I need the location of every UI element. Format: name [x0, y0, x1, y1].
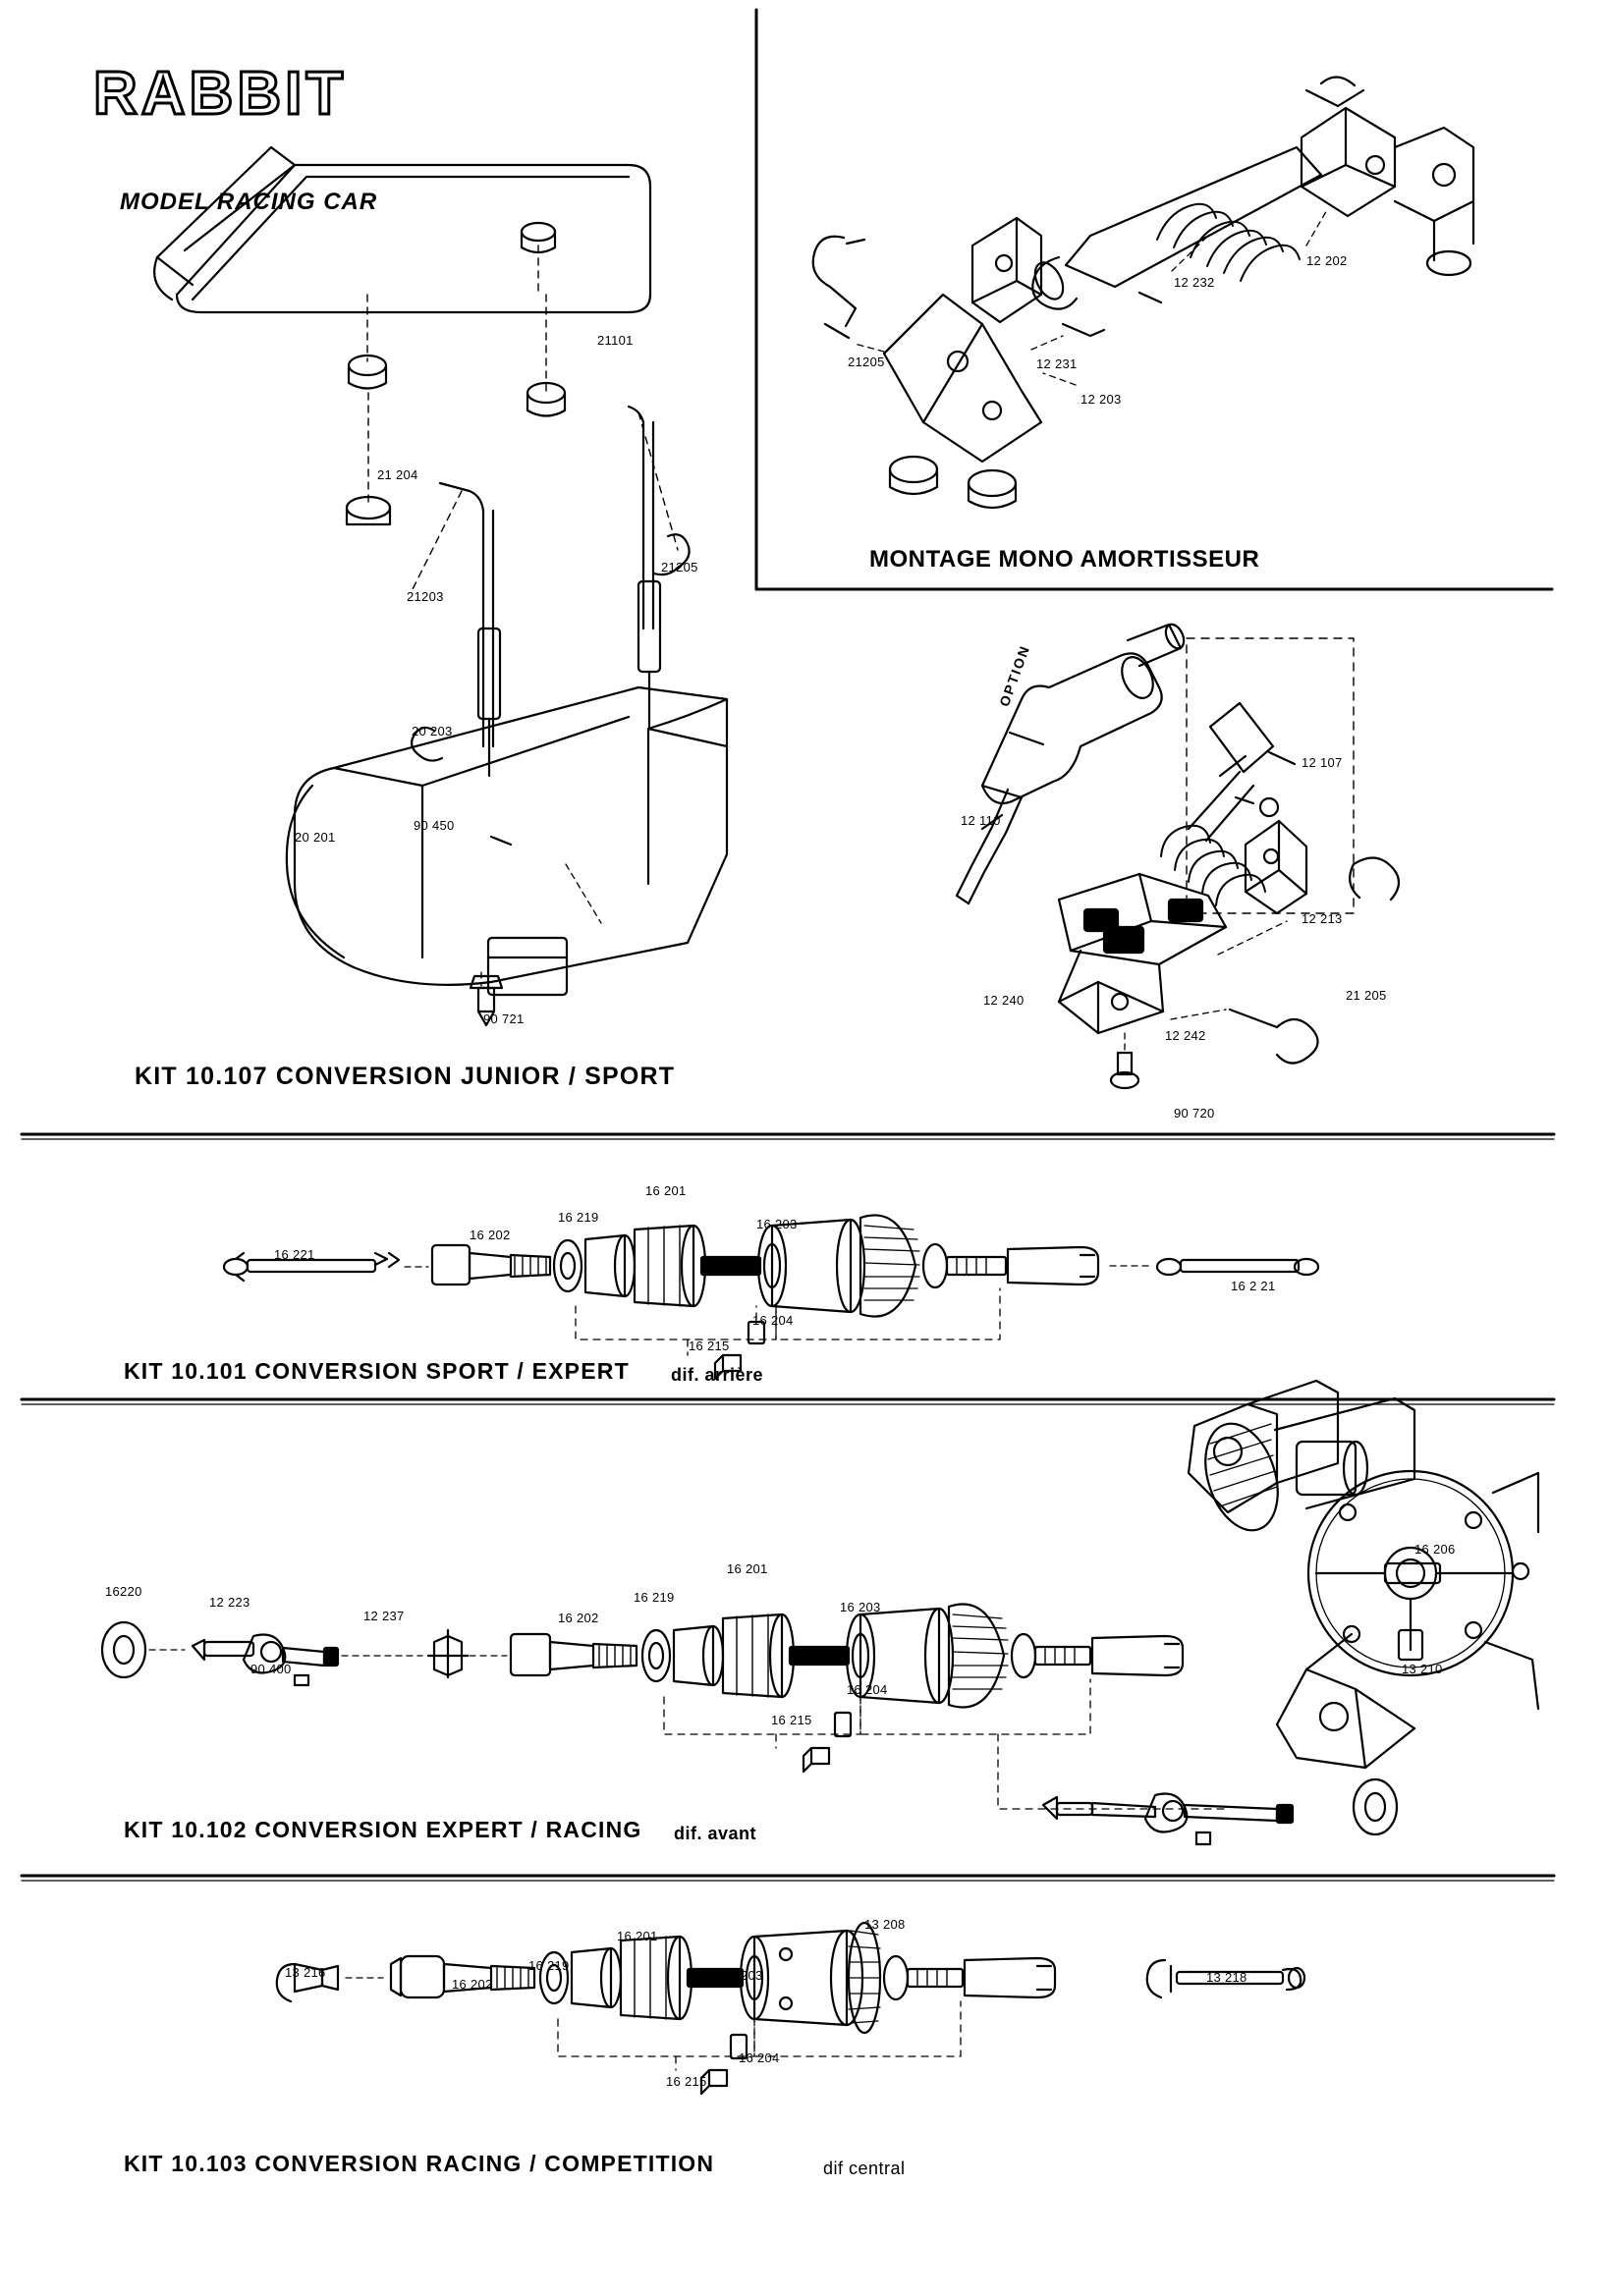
part-number-label: 16 219: [634, 1590, 675, 1605]
part-number-label: 16 202: [452, 1977, 493, 1992]
part-number-label: 90 720: [1174, 1106, 1215, 1121]
part-number-label: 12 232: [1174, 275, 1215, 290]
part-number-label: 16 201: [727, 1561, 768, 1576]
section-title-junior-sport: KIT 10.107 CONVERSION JUNIOR / SPORT: [135, 1063, 676, 1090]
part-number-label: 16 202: [558, 1611, 599, 1625]
part-number-label: 12 203: [1081, 392, 1122, 407]
part-number-label: 21203: [407, 589, 444, 604]
part-number-label: 12 240: [983, 993, 1025, 1008]
brand-logo: [93, 59, 347, 129]
part-number-label: 12 110: [961, 813, 1001, 828]
part-number-label: 90 721: [483, 1011, 525, 1026]
part-number-label: 90 450: [414, 818, 455, 833]
section-title-sport-expert: KIT 10.101 CONVERSION SPORT / EXPERT: [124, 1358, 630, 1384]
part-number-label: 21205: [848, 355, 885, 369]
part-number-label: 16 215: [771, 1713, 812, 1727]
part-number-label: 12 237: [363, 1609, 405, 1623]
section-title-expert-racing: KIT 10.102 CONVERSION EXPERT / RACING: [124, 1817, 642, 1842]
part-number-label: 21205: [661, 560, 698, 574]
part-number-label: 16 2 21: [1231, 1279, 1276, 1293]
part-number-label: 21 204: [377, 467, 418, 482]
part-number-label: 16 215: [666, 2074, 707, 2089]
part-number-label: 13 218: [1206, 1970, 1247, 1985]
part-number-label: 12 231: [1036, 356, 1078, 371]
part-number-label: 16 215: [689, 1339, 730, 1353]
part-number-label: 12 223: [209, 1595, 250, 1610]
section-subtitle-dif-avant: dif. avant: [674, 1824, 757, 1843]
part-number-label: 16 201: [645, 1183, 687, 1198]
part-number-label: 12 213: [1302, 911, 1343, 926]
part-number-label: 16 203: [722, 1968, 763, 1983]
part-number-label: 12 242: [1165, 1028, 1206, 1043]
part-number-label: 16 219: [558, 1210, 599, 1225]
part-number-label: 13 216: [285, 1965, 326, 1980]
part-number-label: 16 202: [470, 1228, 511, 1242]
brand-tagline: MODEL RACING CAR: [120, 189, 378, 215]
section-title-racing-competition: KIT 10.103 CONVERSION RACING / COMPETITION: [124, 2151, 715, 2176]
part-number-label: 16 203: [756, 1217, 798, 1231]
part-number-label: 90 400: [250, 1662, 292, 1676]
brand-name: RABBIT: [93, 60, 348, 128]
part-number-label: 16 203: [840, 1600, 881, 1614]
section-title-mono-amortisseur: MONTAGE MONO AMORTISSEUR: [869, 546, 1260, 573]
section-subtitle-dif-arriere: dif. arrière: [671, 1365, 764, 1385]
part-number-label: 16 204: [739, 2050, 780, 2065]
part-number-label: 16 204: [752, 1313, 794, 1328]
part-number-label: 13 208: [864, 1917, 906, 1932]
part-number-label: 16 201: [617, 1929, 658, 1943]
part-number-label: 12 202: [1306, 253, 1348, 268]
section-subtitle-dif-central: dif central: [823, 2159, 906, 2178]
part-number-label: 16 219: [528, 1958, 570, 1973]
part-number-label: 12 107: [1302, 755, 1343, 770]
part-number-label: 16 206: [1414, 1542, 1456, 1557]
part-number-label: 20 203: [412, 724, 453, 738]
part-number-label: 16 204: [847, 1682, 888, 1697]
part-number-label: 16220: [105, 1584, 142, 1599]
part-number-label: 20 201: [295, 830, 336, 845]
part-number-label: 13 210: [1402, 1662, 1443, 1676]
part-number-label: 16 221: [274, 1247, 315, 1262]
part-number-label: 21 205: [1346, 988, 1387, 1003]
option-label: OPTION: [996, 642, 1033, 709]
part-number-label: 21101: [597, 333, 634, 348]
